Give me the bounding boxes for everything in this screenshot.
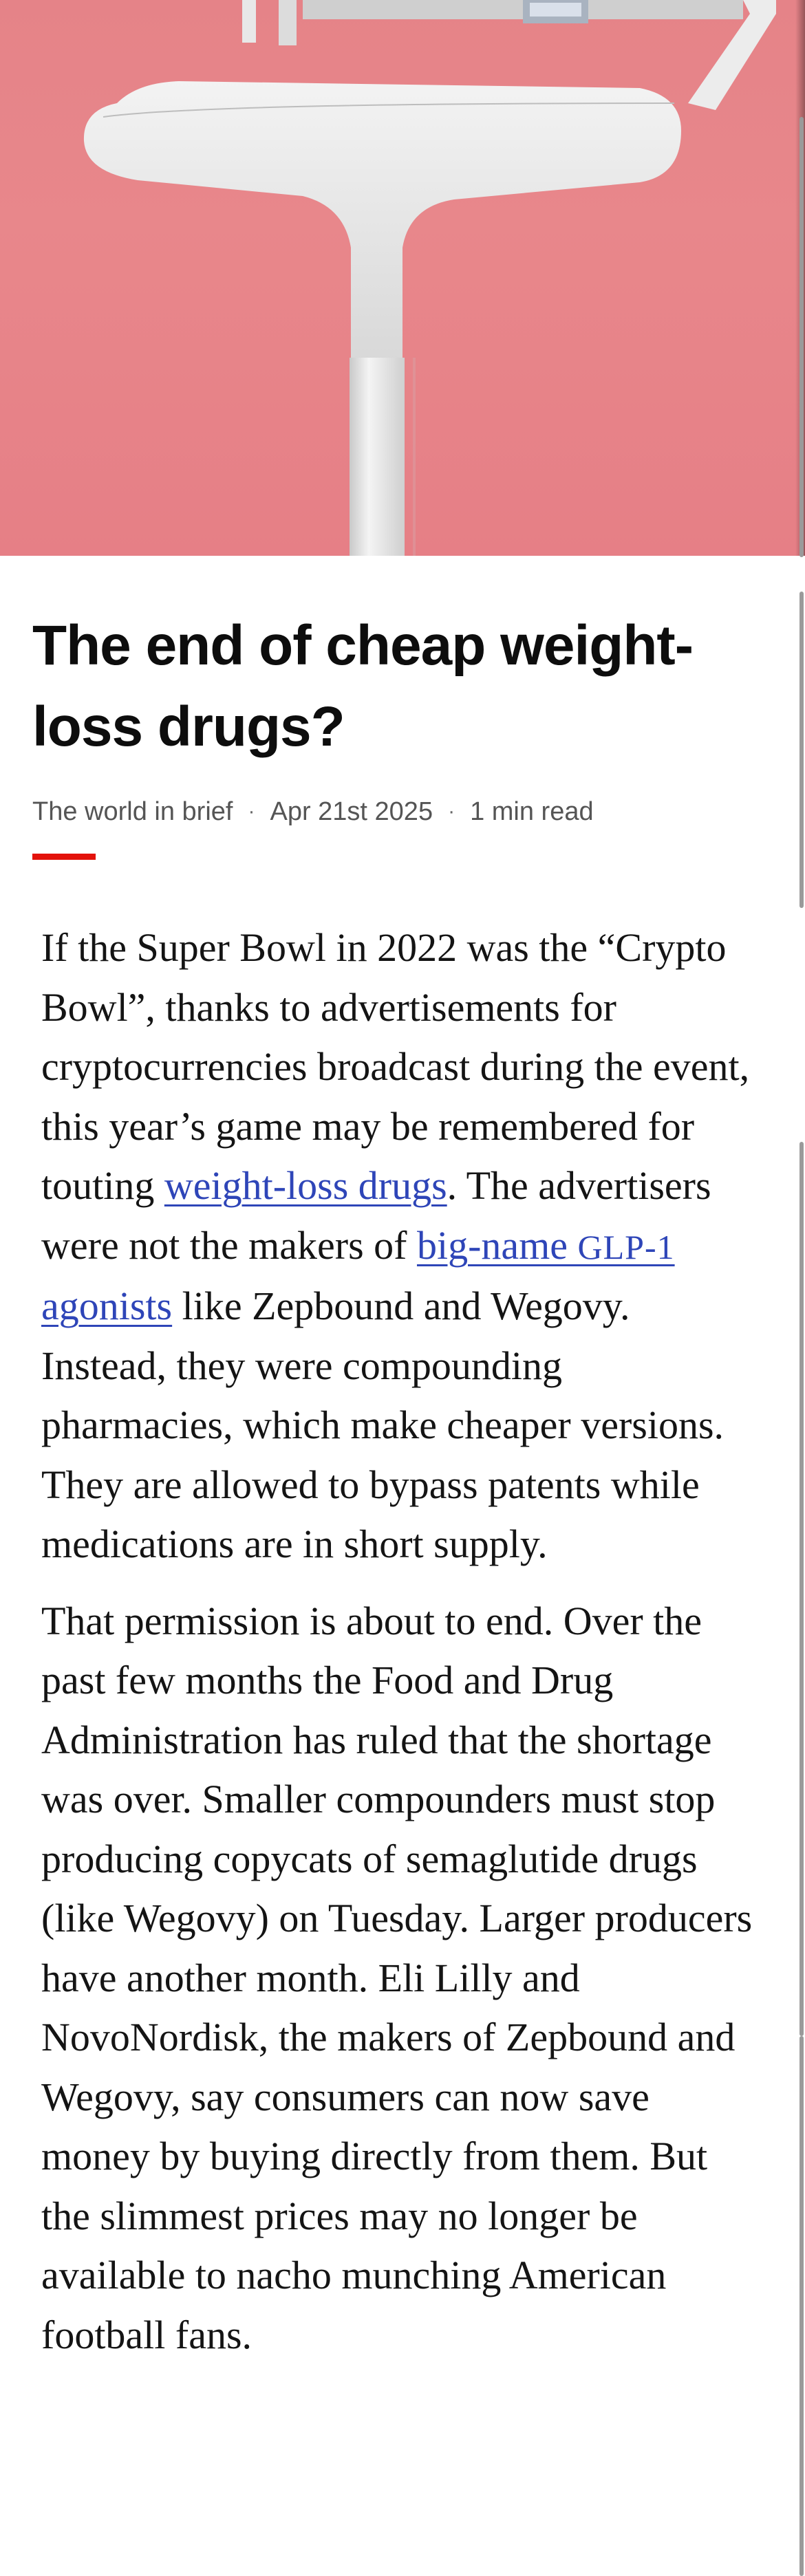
article-body [41,918,764,2382]
section-link[interactable]: The world in brief [32,797,233,826]
scrollbar-thumb[interactable] [799,117,804,557]
link-text-glp1: GLP-1 [577,1227,675,1266]
article-headline: The end of cheap weight-loss drugs? [32,614,694,758]
article-paragraph: That permission is about to end. Over the past few months the Food and Drug Administration has ruled that the shortage was over. Smaller compounders must stop producing copycats of semaglutide drugs (like Wegovy) on Tuesday. Larger producers have another month. Eli Lilly and NovoNordisk, the makers of Zepbound and Wegovy, say consumers can now save money by buying directly from them. But the slimmest prices may no longer be available to nacho munching American football fans. [41,1598,753,2357]
read-time: 1 min read [470,797,594,826]
hero-image [0,0,805,556]
publish-date: Apr 21st 2025 [270,797,433,826]
meta-separator: · [248,800,255,823]
scrollbar-thumb[interactable] [799,1142,804,2036]
scrollbar-thumb[interactable] [799,2036,804,2576]
scrollbar-thumb[interactable] [799,592,804,908]
scale-illustration [0,0,805,556]
article-paragraph [41,918,764,1574]
meta-separator: · [448,800,455,823]
accent-rule [32,854,96,860]
paragraph-text: . The advertisers were not the makers of [41,1163,711,1268]
link-text: big-name [416,1222,578,1268]
weight-loss-drugs-link[interactable]: weight-loss drugs [164,1163,447,1208]
article-meta [32,791,594,832]
link-text: agonists [41,1284,173,1328]
paragraph-text: If the Super Bowl in 2022 was the “Crypto Bowl”, thanks to advertisements for cryptocurrencies broadcast during the event, this year’s game may be remembered for touting [41,925,750,1208]
paragraph-text: like Zepbound and Wegovy. Instead, they were compounding pharmacies, which make cheaper versions. They are allowed to bypass patents while medications are in short supply. [41,1284,724,1566]
